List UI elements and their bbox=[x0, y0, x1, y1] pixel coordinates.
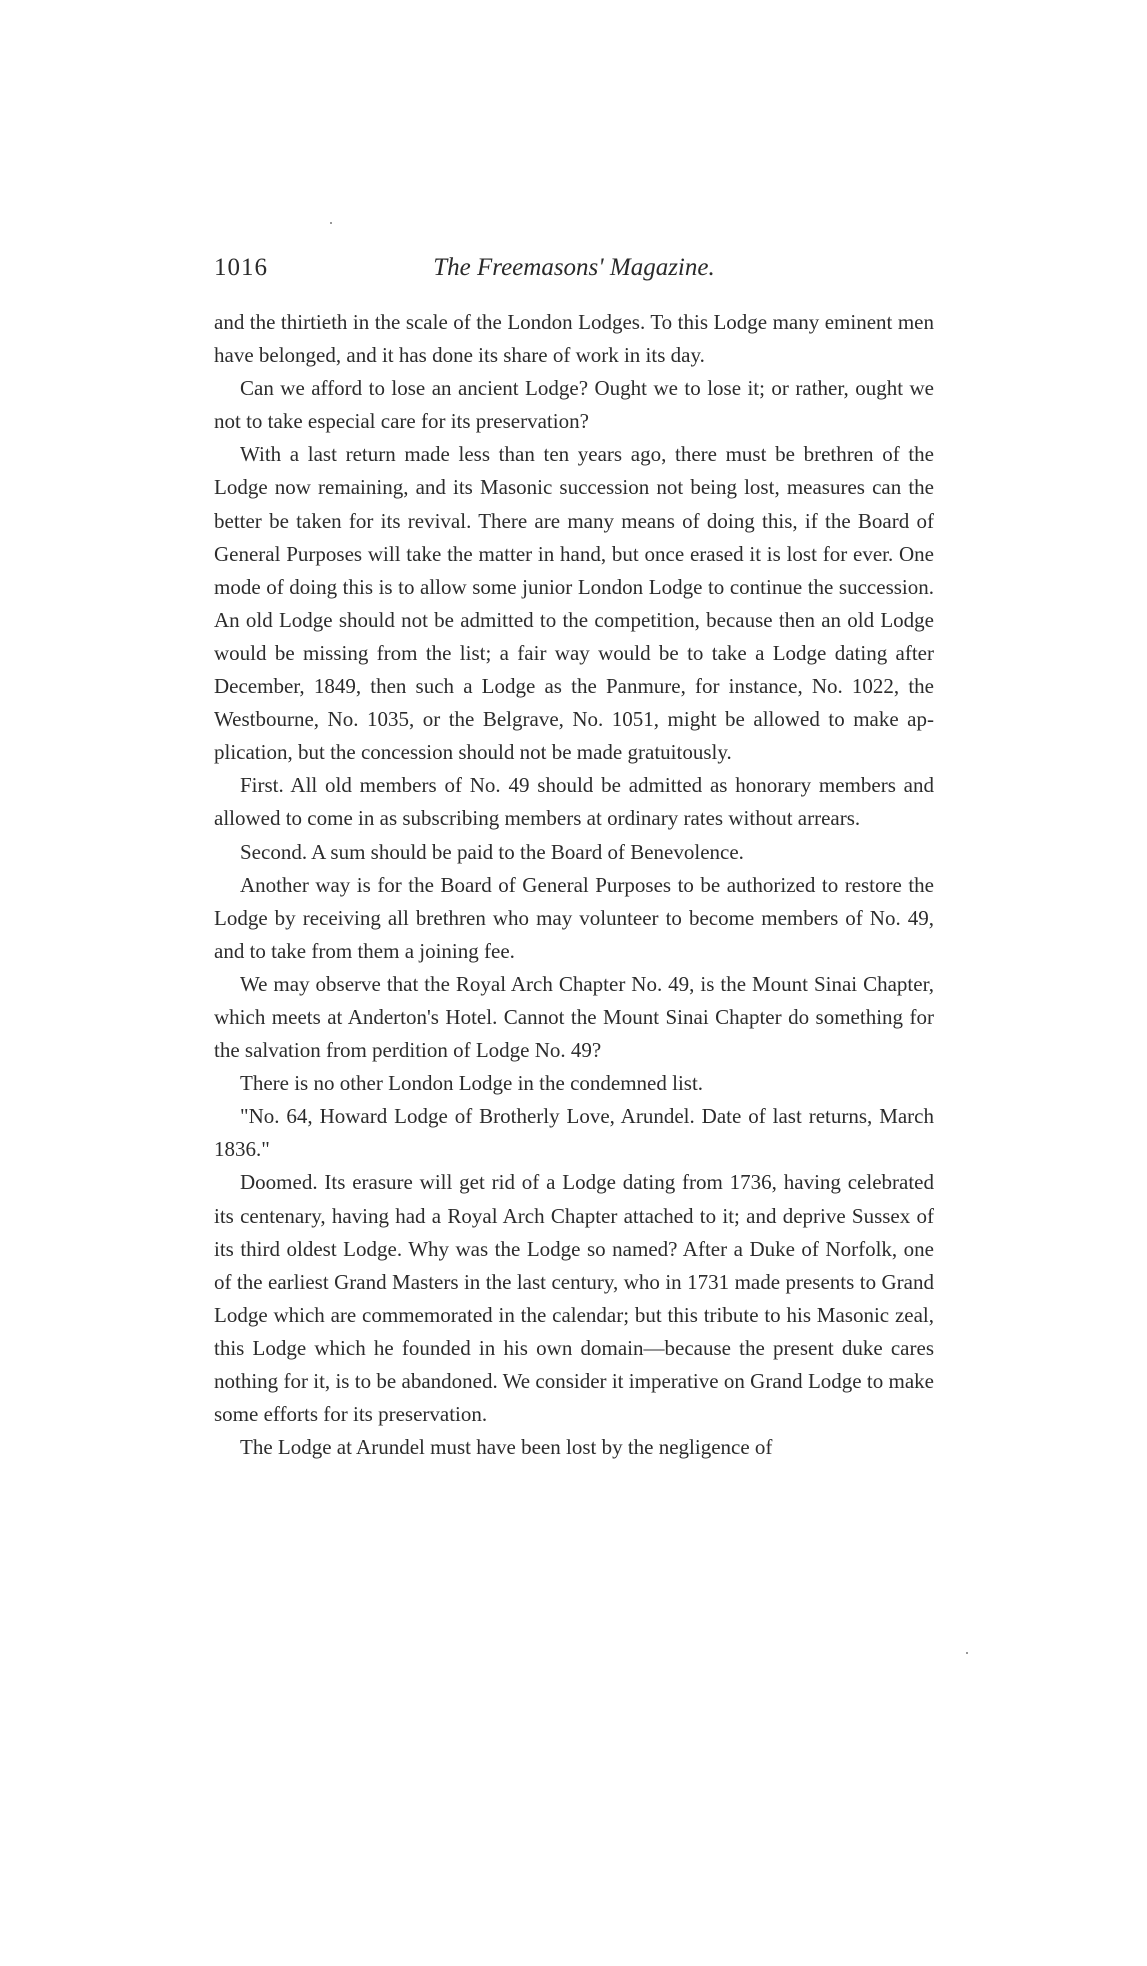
article-body bbox=[214, 306, 934, 1464]
paragraph: We may observe that the Royal Arch Chapter No. 49, is the Mount Sinai Chapter, which meets at Anderton's Hotel. Cannot the Mount Sinai Chapter do something for the salvation from perdition of Lodge No. 49? bbox=[214, 971, 934, 1063]
paper-speck bbox=[966, 1652, 968, 1654]
paragraph: and the thirtieth in the scale of the London Lodges. To this Lodge many eminent men have belonged, and it has done its share of work in its day. bbox=[214, 310, 934, 368]
paragraph: The Lodge at Arundel must have been lost by the negligence of bbox=[240, 1435, 773, 1460]
paragraph: First. All old members of No. 49 should be admitted as honorary members and allowed to come in as subscribing members at ordinary rates without arrears. bbox=[214, 773, 934, 831]
paragraph: Doomed. Its erasure will get rid of a Lodge dating from 1736, having celebrated its centenary, having had a Royal Arch Chapter attached to it; and deprive Sussex of its third oldest Lodge. Why was the Lodge so named? After a Duke of Norfolk, one of the earliest Grand Masters in the last century, who in 1731 made presents to Grand Lodge which are commemorated in the calendar; but this tribute to his Masonic zeal, this Lodge which he founded in his own domain—because the present duke cares nothing for it, is to be abandoned. We consider it imperative on Grand Lodge to make some efforts for its preservation. bbox=[214, 1170, 934, 1427]
paragraph: Can we afford to lose an ancient Lodge? Ought we to lose it; or rather, ought we not to take especial care for its preservation? bbox=[214, 376, 934, 434]
paragraph: With a last return made less than ten years ago, there must be brethren of the Lodge now remaining, and its Masonic succession not being lost, measures can the better be taken for its revival. There are many means of doing this, if the Board of General Purposes will take the matter in hand, but once erased it is lost for ever. One mode of doing this is to allow some junior London Lodge to continue the succession. An old Lodge should not be admitted to the competition, because then an old Lodge would be missing from the list; a fair way would be to take a Lodge dating after December, 1849, then such a Lodge as the Panmure, for instance, No. 1022, the Westbourne, No. 1035, or the Belgrave, No. 1051, might be allowed to make application, but the concession should not be made gratuitously. bbox=[214, 442, 934, 765]
page-number: 1016 bbox=[214, 254, 268, 281]
paragraph: There is no other London Lodge in the condemned list. bbox=[240, 1071, 704, 1096]
running-title: The Freemasons' Magazine. bbox=[433, 254, 715, 281]
paper-speck bbox=[330, 222, 332, 224]
page-header bbox=[214, 254, 934, 290]
paragraph: Another way is for the Board of General Purposes to be authorized to restore the Lodge by receiving all brethren who may volunteer to become members of No. 49, and to take from them a joining fee. bbox=[214, 872, 934, 963]
paragraph: Second. A sum should be paid to the Board of Benevolence. bbox=[240, 839, 744, 864]
paragraph: "No. 64, Howard Lodge of Brotherly Love, Arundel. Date of last returns, March 1836." bbox=[214, 1104, 934, 1162]
